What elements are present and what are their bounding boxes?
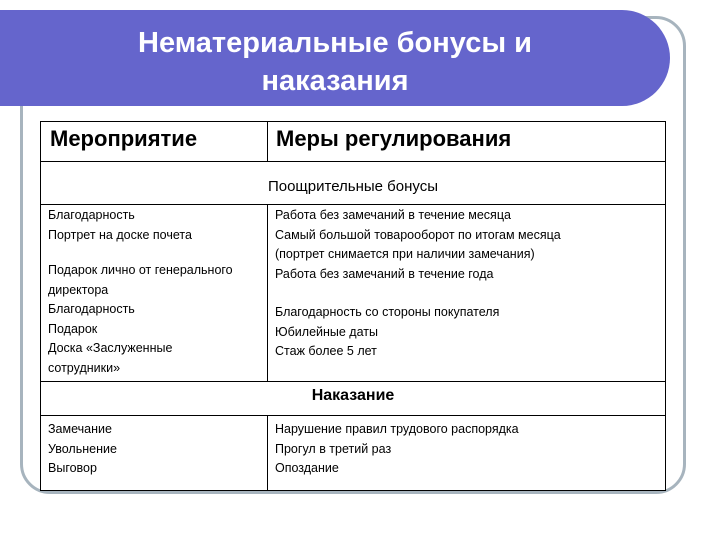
section-penalty-title: Наказание <box>311 387 395 404</box>
list-item: Подарок <box>48 321 98 336</box>
slide-title-line-1: Нематериальные бонусы и <box>138 27 532 59</box>
list-item: Доска «Заслуженные <box>48 341 173 355</box>
list-item: Юбилейные даты <box>275 324 378 339</box>
slide-title <box>0 24 670 100</box>
column-divider <box>267 415 268 490</box>
slide-title-line-2: наказания <box>261 65 409 97</box>
list-item: Выговор <box>48 461 97 475</box>
list-item: директора <box>48 282 109 297</box>
list-item: Нарушение правил трудового распорядка <box>275 422 519 436</box>
list-item: Работа без замечаний в течение месяца <box>275 208 511 222</box>
list-item: Благодарность <box>48 302 135 316</box>
column-divider <box>267 122 268 162</box>
list-item: Опоздание <box>275 461 339 475</box>
title-underline <box>30 106 640 109</box>
penalty-measures-cell <box>275 420 519 479</box>
header-event: Мероприятие <box>50 126 198 151</box>
list-item: (портрет снимается при наличии замечания) <box>275 247 535 261</box>
list-item: Работа без замечаний в течение года <box>275 266 494 281</box>
table-divider <box>41 415 665 416</box>
section-bonus-title: Поощрительные бонусы <box>267 178 439 195</box>
table-divider <box>41 204 665 205</box>
list-item: Подарок лично от генерального <box>48 263 233 277</box>
list-item: Замечание <box>48 422 112 436</box>
list-item: Самый большой товарооборот по итогам месяца <box>275 227 561 242</box>
table-divider <box>41 381 665 382</box>
list-item: Портрет на доске почета <box>48 227 192 242</box>
list-item: Стаж более 5 лет <box>275 344 377 358</box>
penalty-events-cell <box>48 420 117 479</box>
list-item: сотрудники» <box>48 360 121 375</box>
list-item: Благодарность <box>48 208 135 222</box>
bonus-measures-cell <box>275 206 561 362</box>
list-item: Прогул в третий раз <box>275 441 392 456</box>
table-divider <box>41 161 665 162</box>
bonus-penalty-table <box>40 121 666 491</box>
header-measures: Меры регулирования <box>276 126 512 151</box>
column-divider <box>267 204 268 382</box>
title-band <box>0 10 670 106</box>
bonus-events-cell <box>48 206 233 378</box>
list-item: Благодарность со стороны покупателя <box>275 305 500 319</box>
list-item: Увольнение <box>48 441 117 456</box>
